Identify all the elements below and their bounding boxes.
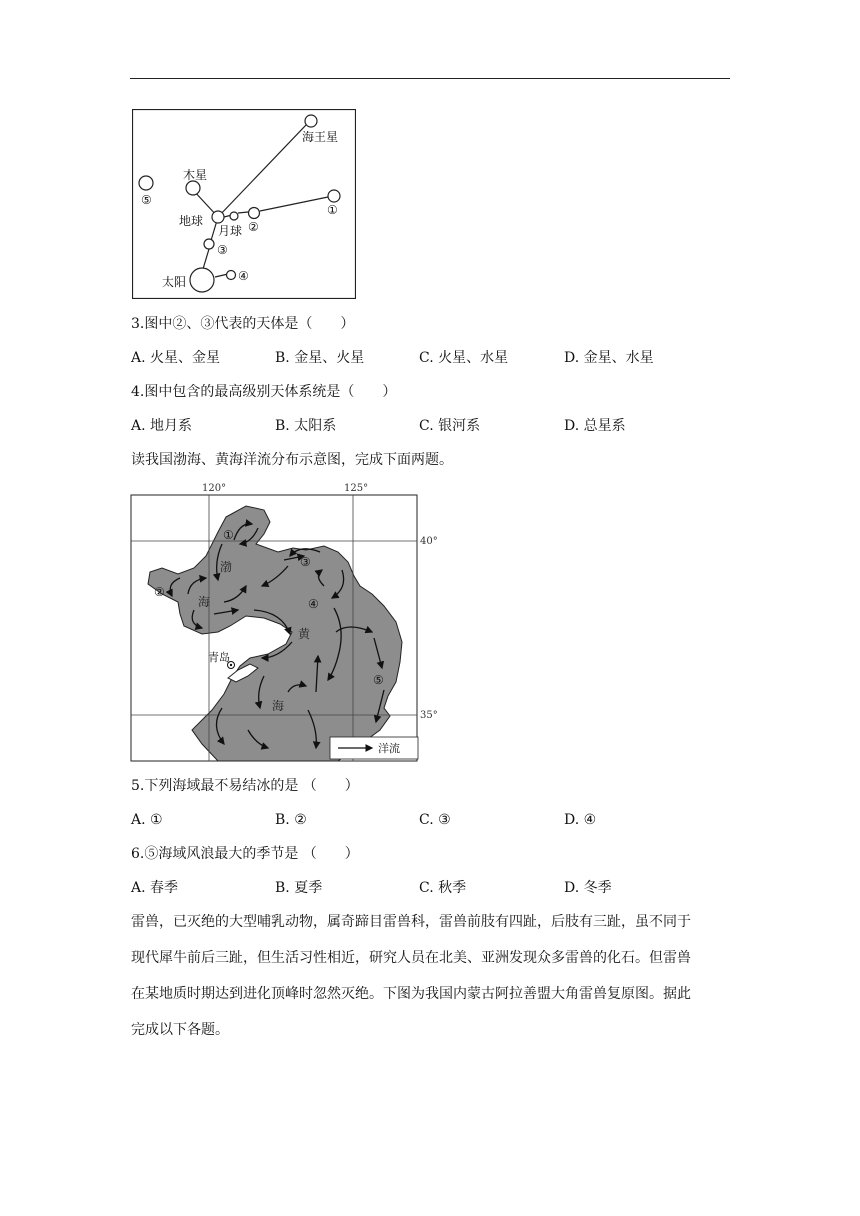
label-3: ③ [217, 243, 228, 257]
q6-option-d[interactable]: D. 冬季 [564, 880, 612, 896]
q3-option-c[interactable]: C. 火星、水星 [419, 350, 509, 366]
label-huang: 黄 [298, 627, 311, 641]
q5-option-b[interactable]: B. ② [275, 812, 307, 828]
q3-option-a[interactable]: A. 火星、金星 [131, 350, 221, 366]
label-jupiter: 木星 [183, 168, 208, 182]
label-1: ① [327, 203, 338, 217]
q4-option-a[interactable]: A. 地月系 [131, 418, 193, 434]
q3-option-b[interactable]: B. 金星、火星 [275, 350, 365, 366]
body-3 [204, 239, 214, 249]
label-moon: 月球 [218, 224, 243, 238]
lon-120: 120° [202, 483, 227, 494]
q6-option-a[interactable]: A. 春季 [131, 880, 179, 896]
passage-line-3: 在某地质时期达到进化顶峰时忽然灭绝。下图为我国内蒙古阿拉善盟大角雷兽复原图。据此 [131, 986, 691, 1002]
q3-stem: 3.图中②、③代表的天体是（ ） [131, 316, 355, 332]
moon-body [230, 212, 238, 220]
lon-125: 125° [344, 483, 369, 494]
body-4 [227, 271, 236, 280]
q5-option-d[interactable]: D. ④ [564, 812, 597, 828]
legend-label: 洋流 [378, 742, 400, 755]
q6-option-c[interactable]: C. 秋季 [419, 880, 467, 896]
body-2 [249, 208, 260, 219]
label-bo: 渤 [220, 560, 233, 574]
celestial-system-diagram [132, 109, 356, 299]
label-5: ⑤ [141, 193, 152, 207]
map-intro: 读我国渤海、黄海洋流分布示意图，完成下面两题。 [131, 452, 453, 468]
label-hai-1: 海 [198, 595, 211, 609]
q4-option-d[interactable]: D. 总星系 [564, 418, 626, 434]
q5-stem: 5.下列海域最不易结冰的是 （ ） [131, 778, 359, 794]
label-neptune: 海王星 [302, 130, 339, 144]
passage-line-2: 现代犀牛前后三趾，但生活习性相近，研究人员在北美、亚洲发现众多雷兽的化石。但雷兽 [131, 950, 691, 966]
header-rule [130, 78, 730, 79]
label-earth: 地球 [179, 214, 204, 228]
sun-body [190, 268, 214, 292]
passage-line-1: 雷兽，已灭绝的大型哺乳动物，属奇蹄目雷兽科，雷兽前肢有四趾，后肢有三趾，虽不同于 [131, 914, 691, 930]
marker-3: ③ [300, 555, 311, 569]
q4-option-b[interactable]: B. 太阳系 [275, 418, 337, 434]
marker-5: ⑤ [373, 673, 384, 687]
jupiter-body [186, 181, 200, 195]
label-4: ④ [238, 269, 249, 283]
neptune-body [305, 115, 317, 127]
label-hai-2: 海 [272, 699, 285, 713]
label-2: ② [248, 220, 259, 234]
q5-option-a[interactable]: A. ① [131, 812, 163, 828]
qingdao-label: 青岛 [208, 651, 230, 664]
body-1 [328, 190, 340, 202]
earth-body [212, 211, 224, 223]
marker-2: ② [154, 585, 165, 599]
q4-stem: 4.图中包含的最高级别天体系统是（ ） [131, 384, 397, 400]
q4-option-c[interactable]: C. 银河系 [419, 418, 481, 434]
q3-option-d[interactable]: D. 金星、水星 [564, 350, 654, 366]
lat-35: 35° [420, 710, 438, 721]
q6-stem: 6.⑤海域风浪最大的季节是 （ ） [131, 846, 359, 862]
marker-1: ① [223, 528, 234, 542]
q6-option-b[interactable]: B. 夏季 [275, 880, 323, 896]
label-sun: 太阳 [162, 275, 187, 289]
body-5 [139, 176, 153, 190]
marker-4: ④ [308, 597, 319, 611]
sea-currents-map [128, 482, 440, 764]
q5-option-c[interactable]: C. ③ [419, 812, 451, 828]
passage-line-4: 完成以下各题。 [131, 1022, 229, 1038]
lat-40: 40° [420, 536, 438, 547]
